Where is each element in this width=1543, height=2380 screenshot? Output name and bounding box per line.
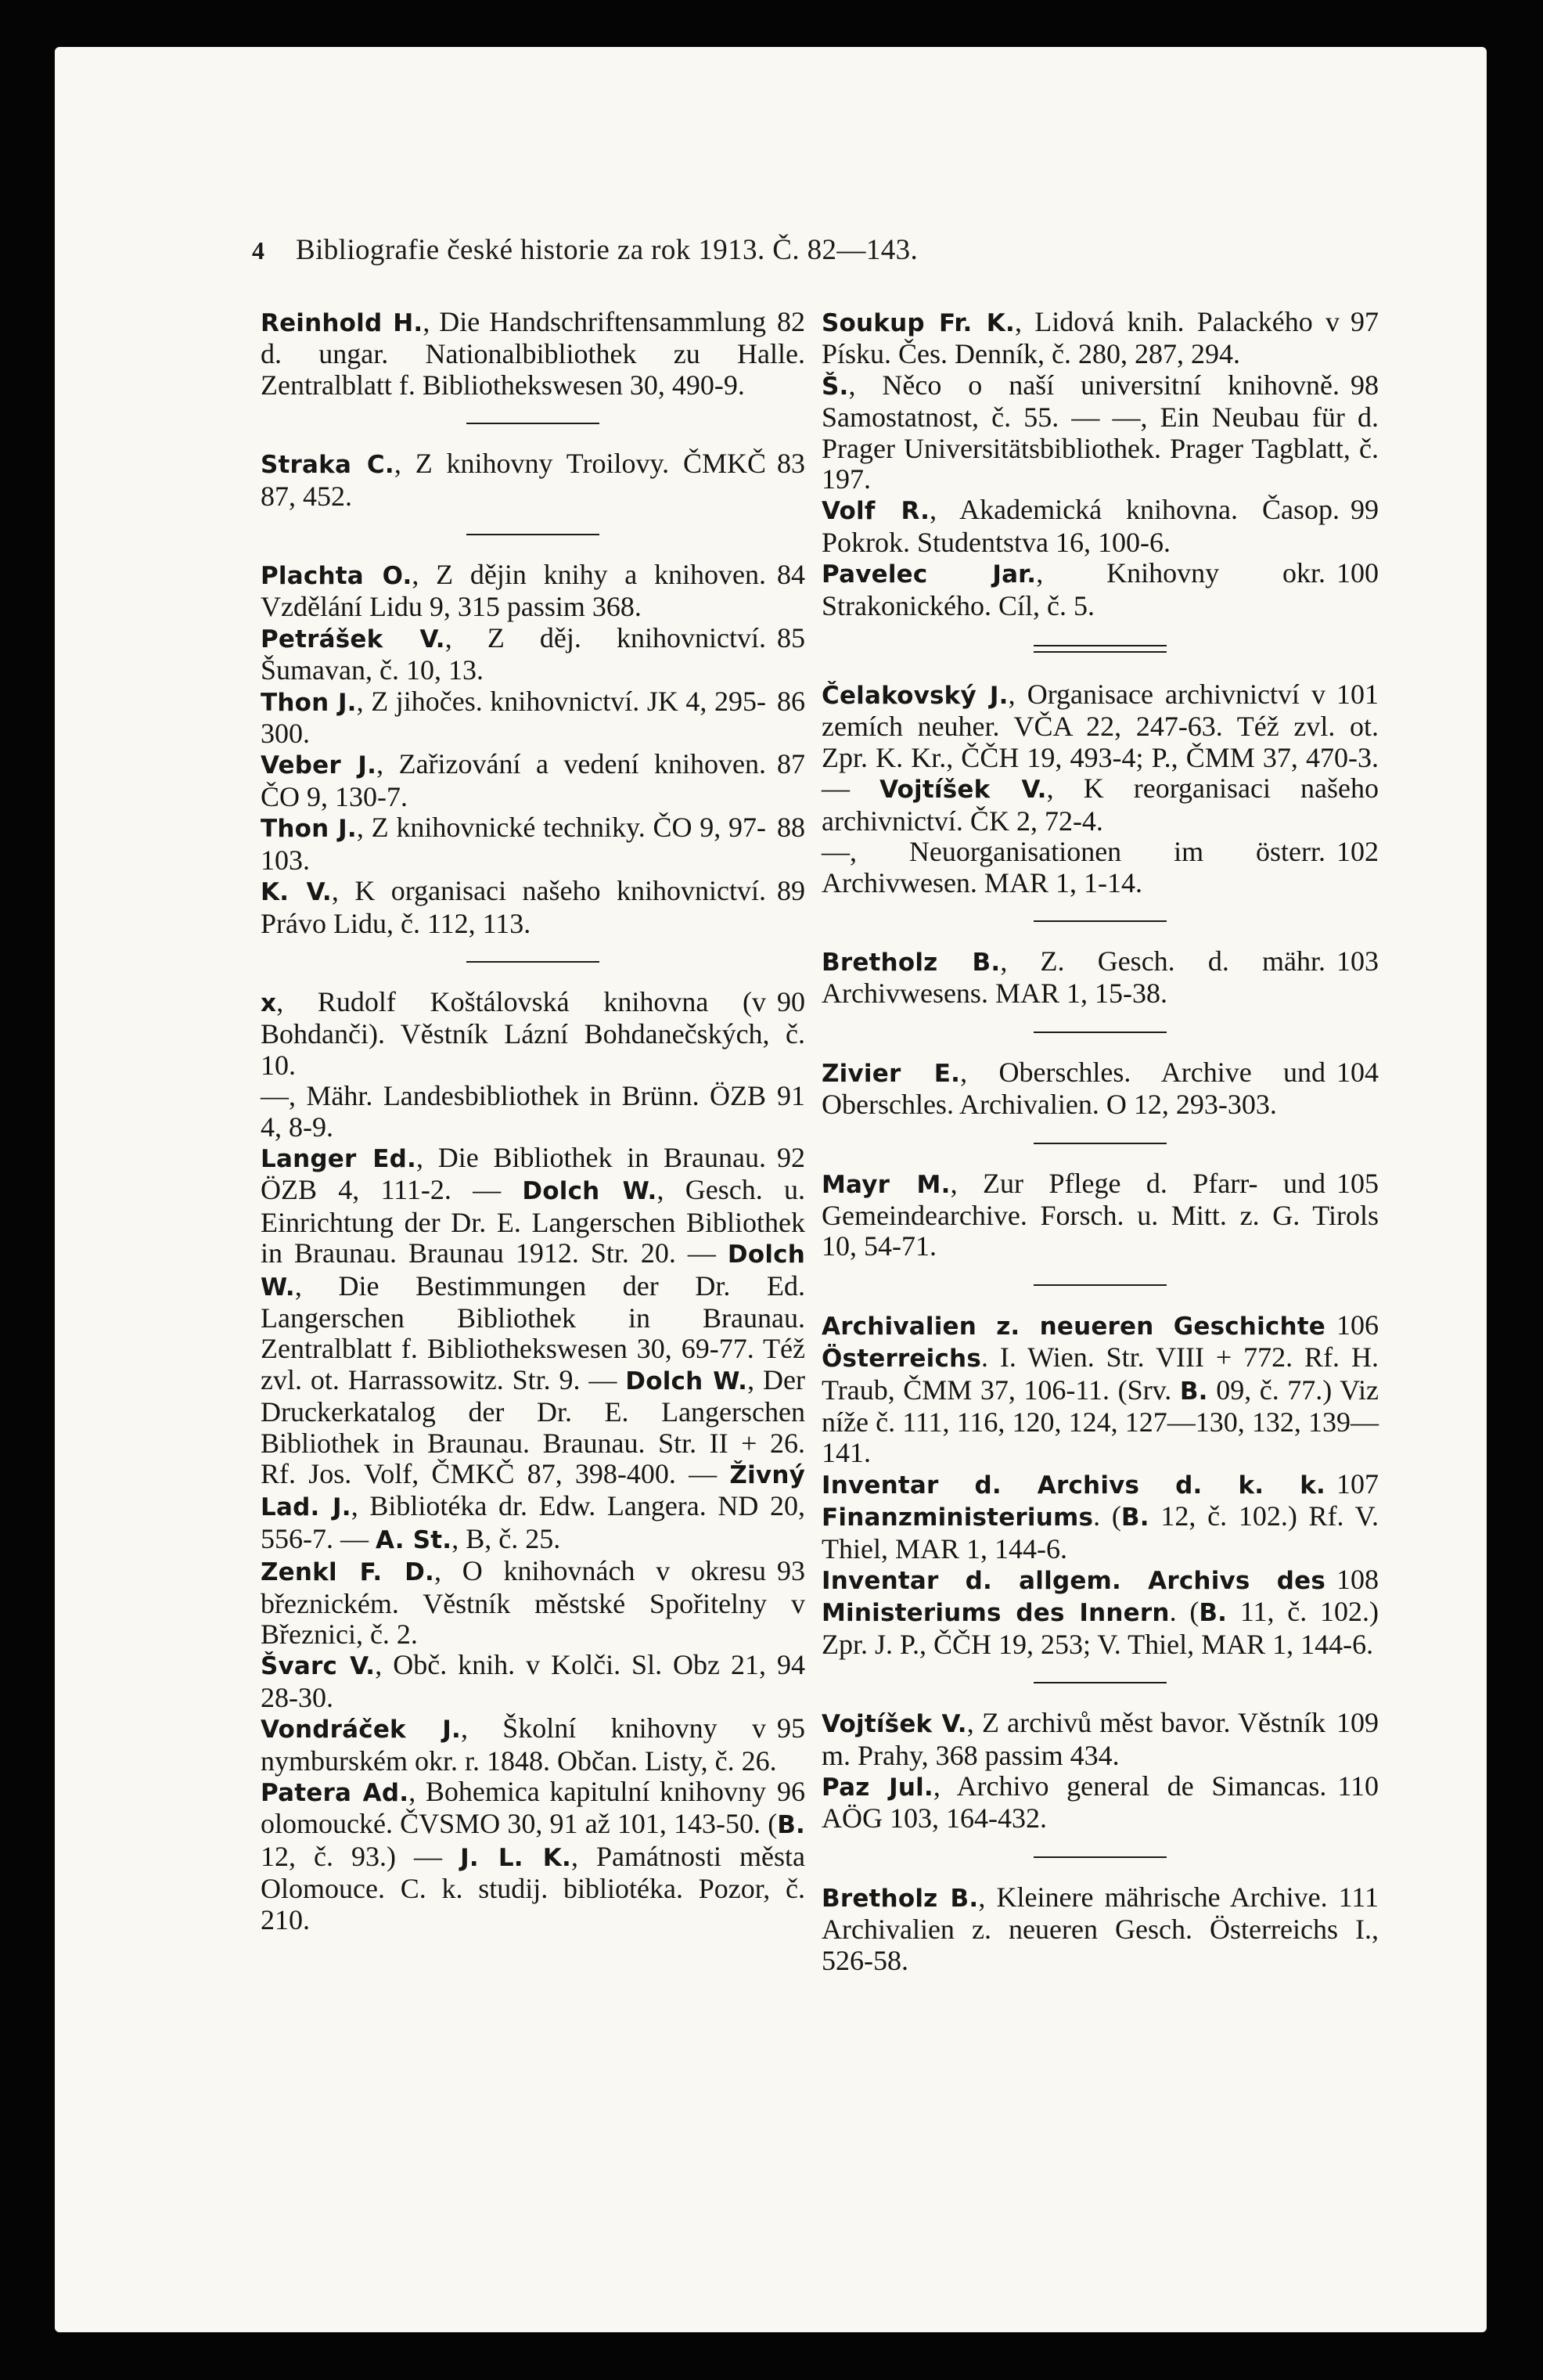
entry-number: 105	[1336, 1167, 1379, 1199]
double-section-divider	[1034, 645, 1167, 653]
entry-number: 85	[777, 621, 805, 654]
page-title: Bibliografie české historie za rok 1913. Č. 82—143.	[296, 234, 919, 266]
bibliography-entry	[822, 1564, 1379, 1660]
bibliography-entry	[822, 307, 1379, 370]
entry-number: 83	[777, 448, 805, 480]
entry-text: , Památnosti města Olomouce. C. k. studij. bibliotéka. Pozor, č. 210.	[261, 1840, 806, 1935]
section-divider	[1034, 920, 1167, 922]
entry-author: Straka C.	[261, 451, 394, 480]
entry-text: , Z dějin knihy a knihoven. Vzdělání Lidu 9, 315 passim 368.	[261, 559, 766, 623]
bibliography-entry	[261, 812, 805, 876]
entry-text: , Die Handschriftensammlung d. ungar. Nationalbibliothek zu Halle. Zentralblatt f. Bibliothekswesen 30, 490-9.	[261, 306, 805, 401]
bibliography-entry	[822, 1168, 1379, 1262]
bibliography-entry	[822, 495, 1379, 558]
entry-author: Mayr M.	[822, 1170, 951, 1199]
entry-author: Dolch W.	[522, 1177, 657, 1206]
entry-number: 92	[777, 1141, 805, 1173]
entry-author: Dolch W.	[625, 1366, 748, 1395]
entry-text: —, Mähr. Landesbibliothek in Brünn. ÖZB 4, 8-9.	[261, 1080, 766, 1143]
entry-author: Zivier E.	[822, 1059, 961, 1088]
entry-text: 12, č. 102.) Rf. V. Thiel, MAR 1, 144-6.	[822, 1500, 1379, 1564]
entry-author: K. V.	[261, 878, 332, 907]
entry-number: 91	[777, 1080, 805, 1112]
section-divider	[466, 961, 599, 963]
entry-number: 107	[1336, 1467, 1379, 1500]
section-divider	[1034, 1856, 1167, 1858]
entry-author: Veber J.	[261, 751, 377, 780]
entry-author: Švarc V.	[261, 1652, 376, 1681]
entry-text: , K reorganisaci našeho archivnictví. ČK 2, 72-4.	[822, 772, 1379, 837]
entry-number: 104	[1336, 1056, 1379, 1088]
entry-text: , B, č. 25.	[451, 1522, 561, 1554]
entry-author: Š.	[822, 372, 849, 401]
bibliography-entry	[822, 679, 1379, 837]
entry-author: Archivalien z. neueren Geschichte Österreichs	[822, 1312, 1325, 1374]
entry-number: 103	[1336, 945, 1379, 977]
bibliography-entry	[822, 1882, 1379, 1976]
bibliography-entry	[261, 560, 805, 623]
bibliography-entry	[822, 1771, 1379, 1835]
entry-author: Thon J.	[261, 815, 357, 844]
entry-text: , Z jihočes. knihovnictví. JK 4, 295-300.	[261, 685, 766, 750]
entry-text: 09, č. 77.) Viz níže č. 111, 116, 120, 124, 127—130, 132, 139—141.	[822, 1374, 1379, 1469]
entry-author: Inventar d. Archivs d. k. k. Finanzministeriums	[822, 1471, 1325, 1532]
entry-text: . (	[1093, 1500, 1121, 1532]
entry-text: 11, č. 102.) Zpr. J. P., ČČH 19, 253; V. Thiel, MAR 1, 144-6.	[822, 1596, 1379, 1660]
entry-number: 111	[1338, 1881, 1379, 1913]
bibliography-entry	[822, 1469, 1379, 1564]
entry-author: Pavelec Jar.	[822, 560, 1037, 589]
entry-author: Plachta O.	[261, 562, 412, 591]
bibliography-entry	[822, 946, 1379, 1010]
bibliography-entry	[261, 749, 805, 812]
entry-text: , Školní knihovny v nymburském okr. r. 1848. Občan. Listy, č. 26.	[261, 1712, 777, 1777]
entry-text: , Z. Gesch. d. mähr. Archivwesens. MAR 1, 15-38.	[822, 945, 1325, 1010]
bibliography-entry	[822, 558, 1379, 621]
entry-text: , O knihovnách v okresu březnickém. Věstník městské Spořitelny v Březnici, č. 2.	[261, 1555, 805, 1651]
left-column	[261, 307, 805, 1935]
bibliography-entry	[261, 623, 805, 686]
section-divider	[1034, 1682, 1167, 1683]
entry-text: , Obč. knih. v Kolči. Sl. Obz 21, 28-30.	[261, 1649, 766, 1713]
entry-author: Paz Jul.	[822, 1773, 933, 1802]
section-divider	[1034, 1032, 1167, 1033]
entry-number: 90	[777, 985, 805, 1017]
bibliography-entry	[261, 1556, 805, 1650]
entry-text: , Bibliotéka dr. Edw. Langera. ND 20, 556-7. —	[261, 1490, 805, 1554]
bibliography-entry	[822, 837, 1379, 898]
entry-text: , Akademická knihovna. Časop. Pokrok. Studentstva 16, 100-6.	[822, 494, 1340, 558]
entry-number: 106	[1336, 1309, 1379, 1341]
entry-text: , Der Druckerkatalog der Dr. E. Langerschen Bibliothek in Braunau. Braunau. Str. II + 26. Rf. Jos. Volf, ČMKČ 87, 398-400. —	[261, 1363, 805, 1489]
entry-author: J. L. K.	[460, 1843, 571, 1872]
right-column	[822, 307, 1379, 1976]
entry-author: Patera Ad.	[261, 1779, 409, 1808]
entry-text: , Kleinere mährische Archive. Archivalien z. neueren Gesch. Österreichs I., 526-58.	[822, 1881, 1379, 1976]
entry-text: 12, č. 93.) —	[261, 1840, 461, 1872]
bibliography-entry	[261, 448, 805, 512]
entry-text: , Die Bestimmungen der Dr. Ed. Langerschen Bibliothek in Braunau. Zentralblatt f. Bibliothekswesen 30, 69-77. Též zvl. ot. Harrassowitz. Str. 9. —	[261, 1269, 805, 1395]
entry-author: x	[261, 988, 277, 1017]
entry-number: 100	[1336, 557, 1379, 589]
entry-author: Zenkl F. D.	[261, 1558, 435, 1587]
entry-number: 96	[777, 1776, 805, 1808]
entry-author: Vojtíšek V.	[822, 1710, 967, 1739]
entry-text: , Gesch. u. Einrichtung der Dr. E. Langerschen Bibliothek in Braunau. Braunau 1912. Str. 20. —	[261, 1174, 806, 1269]
entry-number: 101	[1336, 679, 1379, 711]
entry-author: Živný Lad. J.	[261, 1461, 805, 1522]
entry-number: 110	[1337, 1770, 1379, 1802]
entry-text: , Oberschles. Archive und Oberschles. Archivalien. O 12, 293-303.	[822, 1056, 1325, 1121]
entry-text: , Lidová knih. Palackého v Písku. Čes. Denník, č. 280, 287, 294.	[822, 306, 1340, 370]
entry-number: 109	[1336, 1707, 1379, 1739]
entry-number: 82	[777, 306, 805, 337]
entry-text: , K organisaci našeho knihovnictví. Právo Lidu, č. 112, 113.	[261, 875, 766, 939]
bibliography-entry	[261, 1713, 805, 1777]
entry-author: Vondráček J.	[261, 1716, 461, 1744]
entry-number: 98	[1351, 369, 1379, 401]
entry-number: 88	[777, 812, 805, 844]
bibliography-entry	[261, 1777, 805, 1935]
entry-author: B.	[1120, 1503, 1149, 1532]
entry-number: 95	[777, 1712, 805, 1744]
entry-author: Bretholz B.	[822, 948, 1001, 977]
entry-text: . (	[1169, 1596, 1200, 1628]
entry-text: , Zařizování a vedení knihoven. ČO 9, 130-7.	[261, 748, 766, 812]
entry-author: Petrášek V.	[261, 625, 445, 654]
entry-author: Volf R.	[822, 497, 930, 526]
entry-number: 102	[1336, 836, 1379, 868]
section-divider	[466, 423, 599, 424]
entry-number: 86	[777, 685, 805, 717]
entry-number: 94	[777, 1649, 805, 1681]
entry-number: 84	[777, 559, 805, 591]
entry-text: , Něco o naší universitní knihovně. Samostatnost, č. 55. — —, Ein Neubau für d. Prager Universitätsbibliothek. Prager Tagblatt, č. 197.	[822, 369, 1379, 495]
entry-text: —, Neuorganisationen im österr. Archivwesen. MAR 1, 1-14.	[822, 836, 1325, 898]
entry-text: , Knihovny okr. Strakonického. Cíl, č. 5.	[822, 557, 1325, 621]
section-divider	[1034, 1284, 1167, 1286]
page-header	[252, 233, 919, 267]
entry-number: 87	[777, 748, 805, 780]
entry-text: , Z děj. knihovnictví. Šumavan, č. 10, 13.	[261, 621, 766, 686]
entry-text: , Organisace archivnictví v zemích neuher. VČA 22, 247-63. Též zvl. ot. Zpr. K. Kr., ČČH 19, 493-4; P., ČMM 37, 470-3. —	[822, 679, 1379, 805]
bibliography-entry	[261, 1650, 805, 1713]
entry-number: 89	[777, 875, 805, 907]
entry-author: Vojtíšek V.	[879, 776, 1047, 805]
entry-author: Thon J.	[261, 688, 357, 717]
bibliography-entry	[822, 1708, 1379, 1771]
entry-text: , Bohemica kapitulní knihovny olomoucké. ČVSMO 30, 91 až 101, 143-50. (	[261, 1776, 778, 1840]
bibliography-entry	[822, 1057, 1379, 1121]
entry-author: Soukup Fr. K.	[822, 309, 1015, 337]
entry-author: A. St.	[376, 1525, 452, 1554]
entry-text: , Z knihovny Troilovy. ČMKČ 87, 452.	[261, 448, 766, 512]
entry-author: B.	[1179, 1377, 1208, 1406]
entry-text: , Rudolf Koštálovská knihovna (v Bohdanči). Věstník Lázní Bohdanečských, č. 10.	[261, 985, 805, 1081]
entry-author: Inventar d. allgem. Archivs des Ministeriums des Innern	[822, 1567, 1325, 1628]
entry-text: , Zur Pflege d. Pfarr- und Gemeindearchive. Forsch. u. Mitt. z. G. Tirols 10, 54-71.	[822, 1167, 1379, 1262]
bibliography-entry	[261, 987, 805, 1081]
bibliography-entry	[261, 1143, 805, 1556]
entry-text: , Z archivů měst bavor. Věstník m. Prahy, 368 passim 434.	[822, 1707, 1325, 1771]
bibliography-entry	[261, 686, 805, 750]
entry-text: . I. Wien. Str. VIII + 772. Rf. H. Traub, ČMM 37, 106-11. (Srv.	[822, 1341, 1379, 1406]
entry-number: 99	[1351, 494, 1379, 526]
entry-author: Langer Ed.	[261, 1144, 416, 1173]
entry-number: 108	[1336, 1564, 1379, 1595]
entry-author: B.	[1199, 1599, 1228, 1628]
entry-author: Bretholz B.	[822, 1884, 979, 1913]
entry-author: Dolch W.	[261, 1240, 805, 1302]
bibliography-entry	[261, 307, 805, 401]
entry-author: B.	[777, 1811, 805, 1840]
entry-text: , Archivo general de Simancas. AÖG 103, 164-432.	[822, 1770, 1327, 1835]
bibliography-entry	[822, 1310, 1379, 1469]
section-divider	[466, 534, 599, 535]
entry-number: 97	[1351, 306, 1379, 337]
page-number: 4	[252, 236, 265, 265]
bibliography-entry	[261, 1081, 805, 1143]
entry-text: , Z knihovnické techniky. ČO 9, 97-103.	[261, 812, 766, 876]
entry-author: Reinhold H.	[261, 309, 423, 337]
entry-number: 93	[777, 1555, 805, 1587]
entry-author: Čelakovský J.	[822, 682, 1009, 711]
entry-text: , Die Bibliothek in Braunau. ÖZB 4, 111-2. —	[261, 1141, 767, 1206]
bibliography-entry	[822, 370, 1379, 495]
section-divider	[1034, 1143, 1167, 1144]
bibliography-entry	[261, 876, 805, 939]
